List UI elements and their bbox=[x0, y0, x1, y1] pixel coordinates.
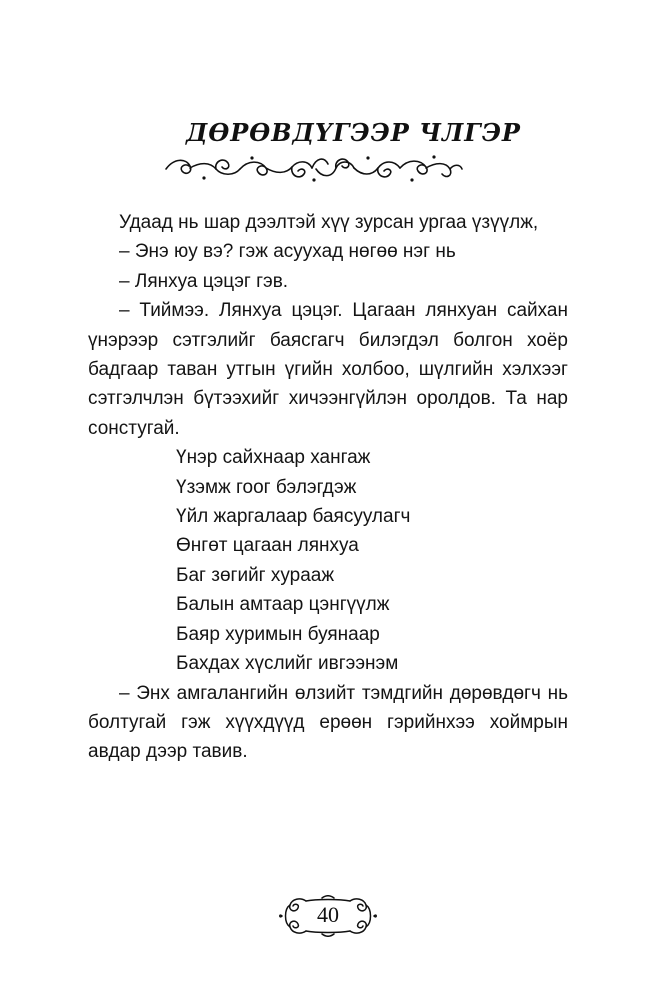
poem-line: Үйл жаргалаар баясуулагч bbox=[176, 506, 411, 528]
page-number-footer bbox=[276, 895, 380, 937]
paragraph-3: – Лянхуа цэцэг гэв. bbox=[119, 270, 289, 292]
paragraph-5: – Энх амгалангийн өлзийт тэмдгийн дөрөвдөгч нь болтугай гэж хүүхдүүд ерөөн гэрийнхээ хоймрын авдар дээр тавив. bbox=[88, 682, 568, 763]
poem-line: Өнгөт цагаан лянхуа bbox=[176, 535, 359, 557]
paragraph-2: – Энэ юу вэ? гэж асуухад нөгөө нэг нь bbox=[119, 241, 456, 263]
chapter-title: ДӨРӨВДҮГЭЭР ЧЛГЭР bbox=[186, 118, 521, 147]
poem bbox=[88, 443, 568, 678]
page-number: 40 bbox=[317, 902, 339, 927]
poem-line: Баяр хуримын буянаар bbox=[176, 623, 380, 645]
swirl-ornament-icon bbox=[164, 152, 464, 186]
paragraph-4: – Тиймээ. Лянхуа цэцэг. Цагаан лянхуан сайхан үнэрээр сэтгэлийг баясгагч билэгдэл болгон хоёр бадгаар таван утгын үгийн холбоо, шүлгийн хэлхээг сэтгэлчлэн бүтээхийг хичээнгүйлэн оролдов. Та нар сонстугай. bbox=[88, 300, 568, 439]
poem-line: Үзэмж гоог бэлэгдэж bbox=[176, 476, 357, 498]
chapter-body bbox=[88, 208, 568, 767]
chapter-header bbox=[150, 118, 521, 188]
poem-line: Үнэр сайхнаар хангаж bbox=[176, 447, 371, 469]
poem-line: Бахдах хүслийг ивгээнэм bbox=[176, 653, 399, 675]
poem-line: Баг зөгийг хурааж bbox=[176, 564, 335, 586]
paragraph-1: Удаад нь шар дээлтэй хүү зурсан ургаа үзүүлж, bbox=[119, 212, 539, 233]
poem-line: Балын амтаар цэнгүүлж bbox=[176, 594, 390, 616]
